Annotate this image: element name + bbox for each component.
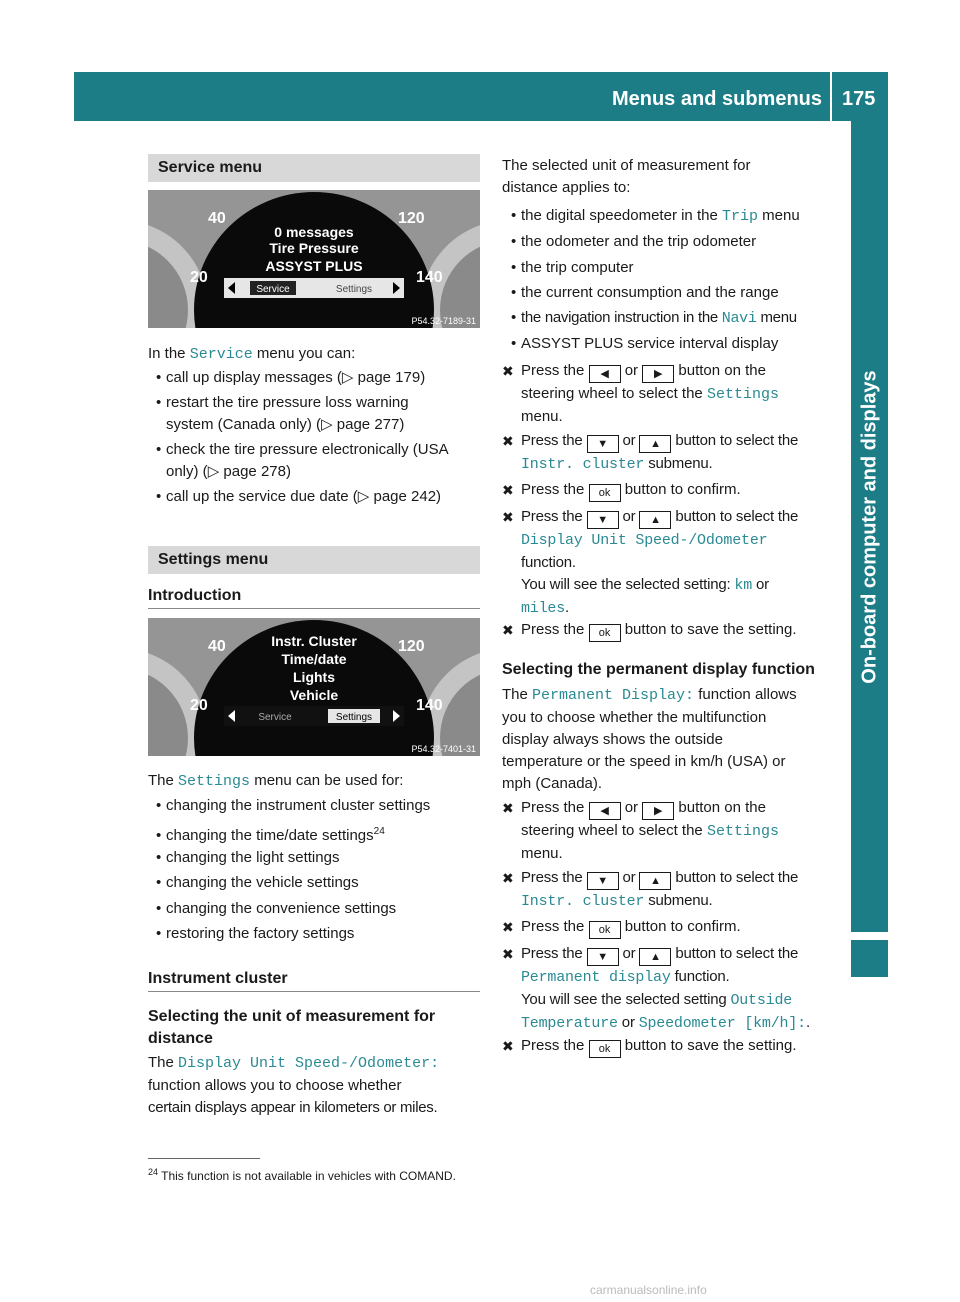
instruction-step: ✖ Press the ◀ or ▶ button on the steering wheel to select the Settings menu.: [502, 799, 779, 862]
permanent-paragraph: The Permanent Display: function allows you to choose whether the multifunction display always shows the outside temperature or the speed in km/h (USA) or mph (Canada).: [502, 686, 797, 792]
left-arrow-key-icon: ◀: [589, 365, 621, 383]
service-menu-image: [148, 190, 480, 328]
instruction-step: ✖ Press the ok button to confirm.: [502, 479, 842, 502]
list-item: • changing the convenience settings: [156, 900, 397, 917]
list-item: • changing the vehicle settings: [156, 874, 359, 891]
image-code: P54.32-7401-31: [411, 744, 476, 754]
instruction-step: ✖ Press the ▼ or ▲ button to select the Instr. cluster submenu.: [502, 432, 799, 473]
display-line: Tire Pressure: [269, 240, 359, 256]
display-line: Vehicle: [289, 687, 339, 703]
settings-menu-image: [148, 618, 480, 756]
down-arrow-key-icon: ▼: [587, 511, 619, 529]
list-item: • ASSYST PLUS service interval display: [511, 335, 779, 352]
instruction-step: ✖ Press the ok button to confirm.: [502, 916, 842, 939]
list-item: • restoring the factory settings: [156, 925, 355, 942]
subheading-unit: Selecting the unit of measurement for distance: [148, 1008, 436, 1047]
list-item: • check the tire pressure electronically (USA only) (▷ page 278): [156, 441, 449, 480]
list-item: • the odometer and the trip odometer: [511, 233, 757, 250]
ok-key-icon: ok: [589, 921, 621, 939]
display-line: 0 messages: [274, 224, 354, 240]
display-line: ASSYST PLUS: [265, 258, 363, 274]
applies-paragraph: The selected unit of measurement for distance applies to:: [502, 157, 751, 196]
gauge-label: 20: [190, 269, 208, 286]
divider: [148, 608, 480, 609]
subheading-permanent-display: Selecting the permanent display function: [502, 661, 815, 678]
ok-key-icon: ok: [589, 624, 621, 642]
section-heading-settings: Settings menu: [148, 546, 480, 574]
watermark: carmanualsonline.info: [590, 1283, 707, 1297]
ok-key-icon: ok: [589, 484, 621, 502]
footnote: $^{24}$ This function is not available in vehicles with COMAND.: [148, 1167, 456, 1183]
up-arrow-key-icon: ▲: [639, 948, 671, 966]
gauge-label: 20: [190, 697, 208, 714]
footnote-ref: 24: [373, 826, 385, 837]
display-tab: Settings: [335, 284, 373, 295]
instruction-step: ✖ Press the ▼ or ▲ button to select the Instr. cluster submenu.: [502, 869, 799, 910]
instruction-step: ✖ Press the ok button to save the setting.: [502, 1035, 842, 1058]
list-item: • changing the time/date settings$^{24}$: [156, 826, 385, 844]
display-line: Instr. Cluster: [271, 633, 357, 649]
display-tab: Settings: [335, 712, 373, 723]
display-tab: Service: [256, 284, 290, 295]
list-item: • the digital speedometer in the Trip menu: [511, 207, 800, 225]
left-arrow-key-icon: ◀: [589, 802, 621, 820]
up-arrow-key-icon: ▲: [639, 435, 671, 453]
gauge-label: 140: [416, 697, 443, 714]
right-arrow-key-icon: ▶: [642, 802, 674, 820]
gauge-label: 140: [416, 269, 443, 286]
list-item: • call up display messages (▷ page 179): [156, 369, 426, 386]
instruction-step: ✖ Press the ▼ or ▲ button to select the Permanent display function. You will see the selected setting Outside Temperature or Speedometer [km/h]:.: [502, 945, 810, 1032]
settings-intro: The Settings menu can be used for:: [148, 772, 404, 790]
list-item: • the current consumption and the range: [511, 284, 779, 301]
header-title: Menus and submenus: [611, 88, 822, 110]
gauge-label: 40: [208, 210, 226, 227]
header-separator: [830, 72, 832, 121]
up-arrow-key-icon: ▲: [639, 872, 671, 890]
list-item: • changing the instrument cluster settings: [156, 797, 431, 814]
image-code: P54.32-7189-31: [411, 316, 476, 326]
side-tab-marker: [851, 940, 888, 977]
service-intro: In the Service menu you can:: [148, 345, 356, 363]
up-arrow-key-icon: ▲: [639, 511, 671, 529]
gauge-label: 40: [208, 638, 226, 655]
divider: [148, 991, 480, 992]
footnote-divider: [148, 1158, 260, 1159]
section-heading-service: Service menu: [148, 154, 480, 182]
ok-key-icon: ok: [589, 1040, 621, 1058]
list-item: • the navigation instruction in the Navi menu: [511, 309, 797, 327]
instruction-step: ✖ Press the ok button to save the setting.: [502, 619, 842, 642]
down-arrow-key-icon: ▼: [587, 948, 619, 966]
list-item: • the trip computer: [511, 259, 634, 276]
instruction-step: ✖ Press the ◀ or ▶ button on the steering wheel to select the Settings menu.: [502, 362, 779, 425]
list-item: • restart the tire pressure loss warning system (Canada only) (▷ page 277): [156, 394, 409, 433]
down-arrow-key-icon: ▼: [587, 872, 619, 890]
list-item: • call up the service due date (▷ page 242): [156, 488, 442, 505]
page-number: 175: [842, 88, 876, 110]
display-line: Time/date: [281, 651, 347, 667]
display-line: Lights: [293, 669, 335, 685]
display-tab: Service: [258, 712, 292, 723]
instruction-step: ✖ Press the ▼ or ▲ button to select the Display Unit Speed-/Odometer function. You will see the selected setting: km or miles.: [502, 508, 799, 617]
subheading-introduction: Introduction: [148, 587, 242, 604]
side-tab-label: On-board computer and displays: [858, 369, 880, 684]
gauge-label: 120: [398, 638, 425, 655]
gauge-label: 120: [398, 210, 425, 227]
down-arrow-key-icon: ▼: [587, 435, 619, 453]
subheading-instrument-cluster: Instrument cluster: [148, 970, 288, 987]
list-item: • changing the light settings: [156, 849, 340, 866]
instrument-paragraph: The Display Unit Speed-/Odometer: function allows you to choose whether certain displays appear in kilometers or miles.: [148, 1054, 440, 1116]
right-arrow-key-icon: ▶: [642, 365, 674, 383]
